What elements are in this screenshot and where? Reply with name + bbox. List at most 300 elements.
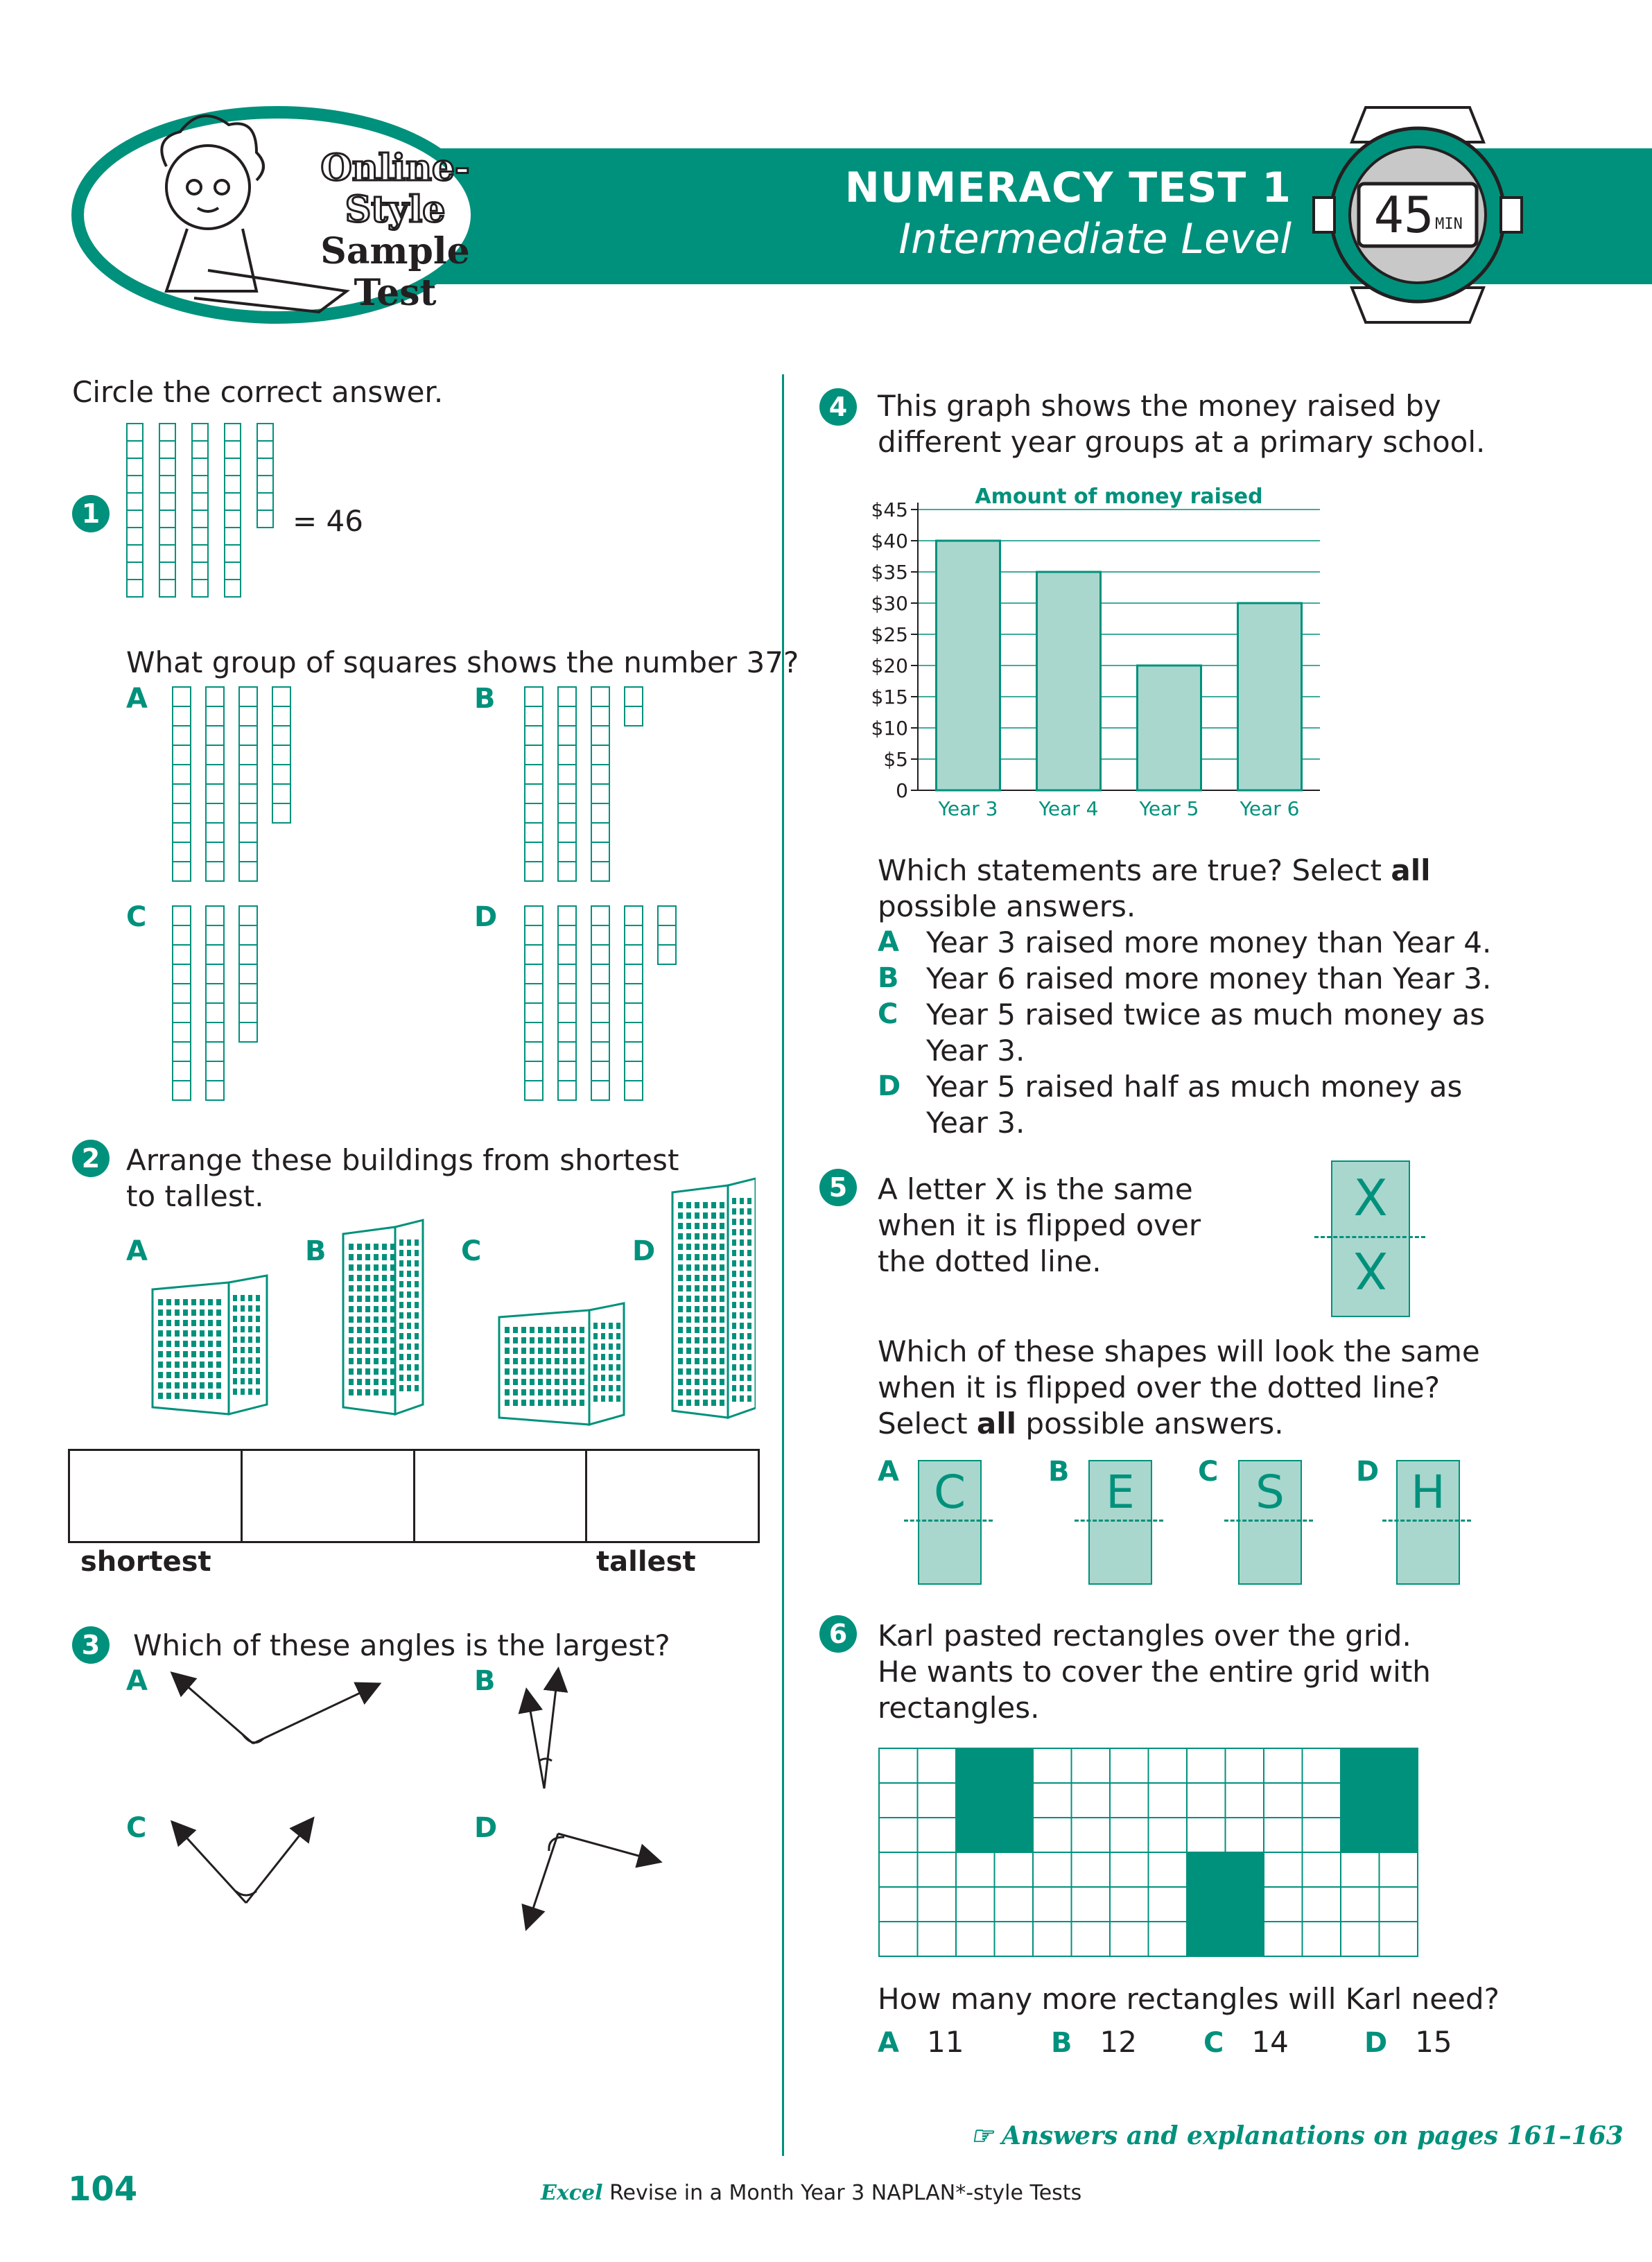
- block-square: [591, 784, 609, 803]
- block-square: [173, 745, 191, 765]
- window: [407, 1354, 411, 1360]
- y-tick-label: $30: [871, 592, 908, 615]
- window: [678, 1244, 683, 1250]
- window: [365, 1348, 370, 1354]
- block-square: [159, 580, 175, 597]
- block-square: [558, 745, 576, 765]
- window: [407, 1333, 411, 1339]
- q5-option-a-label[interactable]: A: [878, 1456, 899, 1488]
- window: [530, 1400, 534, 1406]
- grid-cell: [879, 1783, 918, 1818]
- q2-option-b-label[interactable]: B: [305, 1235, 327, 1267]
- grid-cell: [1072, 1748, 1111, 1783]
- block-square: [525, 765, 543, 784]
- block-square: [558, 842, 576, 862]
- window: [538, 1337, 543, 1343]
- window: [399, 1312, 403, 1319]
- window: [357, 1327, 362, 1333]
- block-square: [625, 984, 643, 1003]
- window: [208, 1361, 213, 1368]
- window: [349, 1327, 354, 1333]
- q2-option-c-label[interactable]: C: [461, 1235, 482, 1267]
- window: [703, 1337, 708, 1343]
- window: [399, 1260, 403, 1267]
- window: [399, 1375, 403, 1381]
- window: [580, 1368, 584, 1375]
- window: [208, 1341, 213, 1347]
- grid-cell: [1264, 1748, 1303, 1783]
- window: [695, 1327, 699, 1333]
- x-tick-label: Year 5: [1139, 797, 1199, 820]
- q6-answer-d[interactable]: [1364, 2024, 1452, 2061]
- q2-answer-boxes[interactable]: [68, 1449, 760, 1543]
- window: [415, 1343, 419, 1350]
- building-c[interactable]: [499, 1303, 624, 1425]
- window: [720, 1244, 724, 1250]
- block-square: [558, 803, 576, 823]
- window: [732, 1208, 736, 1215]
- window: [216, 1361, 221, 1368]
- q3-option-c-label[interactable]: C: [126, 1812, 147, 1844]
- block-square: [525, 984, 543, 1003]
- building-a[interactable]: [153, 1276, 267, 1414]
- window: [555, 1368, 559, 1375]
- window: [555, 1337, 559, 1343]
- window: [513, 1400, 518, 1406]
- window: [720, 1337, 724, 1343]
- block-square: [272, 726, 290, 745]
- window: [601, 1354, 605, 1360]
- window: [200, 1320, 205, 1326]
- block-square: [658, 925, 676, 945]
- window: [695, 1358, 699, 1364]
- window: [175, 1351, 180, 1357]
- block-square: [272, 687, 290, 706]
- window: [720, 1264, 724, 1271]
- window: [747, 1219, 751, 1225]
- window: [732, 1271, 736, 1277]
- block-square: [658, 906, 676, 925]
- base-ten-blocks: [524, 686, 657, 883]
- block-square: [206, 765, 224, 784]
- block-square: [558, 1061, 576, 1081]
- block-square: [192, 424, 208, 441]
- block-square: [558, 784, 576, 803]
- window: [248, 1337, 252, 1343]
- window: [248, 1347, 252, 1353]
- answers-reference-text: Answers and explanations on pages 161–163: [1001, 2121, 1624, 2150]
- window: [407, 1385, 411, 1391]
- column-divider: [782, 374, 784, 2156]
- window: [256, 1295, 260, 1301]
- grid-cell: [956, 1852, 995, 1887]
- window: [365, 1306, 370, 1312]
- window: [175, 1330, 180, 1337]
- window: [390, 1264, 395, 1271]
- q2-option-a-label[interactable]: A: [126, 1235, 148, 1267]
- window: [357, 1348, 362, 1354]
- block-square: [239, 862, 257, 881]
- q5-option-c-box[interactable]: [1238, 1460, 1302, 1585]
- q6-answer-a[interactable]: [878, 2024, 964, 2061]
- answer-box-1[interactable]: [70, 1451, 243, 1541]
- q1-option-c-blocks[interactable]: [172, 905, 272, 1105]
- block-square: [525, 925, 543, 945]
- grid-cell: [1110, 1748, 1149, 1783]
- q5-option-b-box[interactable]: [1088, 1460, 1152, 1585]
- grid-cell: [918, 1887, 957, 1922]
- window: [241, 1295, 245, 1301]
- q5-example-letter-top: X: [1353, 1169, 1388, 1227]
- window: [616, 1395, 620, 1402]
- statement-letter: D: [878, 1070, 901, 1102]
- window: [695, 1254, 699, 1260]
- window: [208, 1320, 213, 1326]
- window: [233, 1389, 237, 1395]
- window: [747, 1395, 751, 1402]
- block-square: [239, 925, 257, 945]
- window: [415, 1375, 419, 1381]
- grid-cell: [918, 1783, 957, 1818]
- question-5-badge: 5: [819, 1169, 857, 1206]
- window: [382, 1285, 387, 1291]
- q2-option-d-label[interactable]: D: [632, 1235, 656, 1267]
- window: [711, 1296, 716, 1302]
- window: [175, 1320, 180, 1326]
- window: [158, 1310, 163, 1316]
- grid-cell: [1380, 1887, 1418, 1922]
- block-square: [239, 745, 257, 765]
- statement-text: Year 6 raised more money than Year 3.: [926, 962, 1492, 995]
- block-square: [173, 964, 191, 984]
- money-raised-chart: [860, 471, 1345, 832]
- window: [390, 1275, 395, 1281]
- block-square: [239, 906, 257, 925]
- block-square: [192, 441, 208, 458]
- window: [678, 1202, 683, 1208]
- pasted-rectangle: [1341, 1748, 1418, 1852]
- q5-option-c-label[interactable]: C: [1198, 1456, 1219, 1488]
- window: [256, 1389, 260, 1395]
- grid-cell: [1110, 1783, 1149, 1818]
- window: [695, 1233, 699, 1239]
- grid-cell: [956, 1922, 995, 1956]
- window: [349, 1389, 354, 1395]
- window: [216, 1393, 221, 1399]
- window: [740, 1323, 744, 1329]
- window: [686, 1233, 691, 1239]
- window: [616, 1354, 620, 1360]
- window: [720, 1327, 724, 1333]
- q5-shape-letter: E: [1106, 1465, 1135, 1519]
- window: [740, 1333, 744, 1339]
- window: [720, 1275, 724, 1281]
- building-d[interactable]: [672, 1178, 756, 1418]
- block-square: [558, 862, 576, 881]
- window: [678, 1254, 683, 1260]
- block-square: [225, 510, 241, 528]
- block-square: [173, 1023, 191, 1042]
- window: [256, 1347, 260, 1353]
- base-ten-blocks: [172, 905, 272, 1102]
- window: [357, 1296, 362, 1302]
- window: [732, 1250, 736, 1256]
- window: [216, 1382, 221, 1389]
- window: [349, 1244, 354, 1250]
- grid-cell: [1033, 1818, 1072, 1852]
- block-square: [239, 706, 257, 726]
- window: [399, 1333, 403, 1339]
- block-square: [192, 580, 208, 597]
- window: [357, 1244, 362, 1250]
- window: [513, 1337, 518, 1343]
- grid-cell: [1110, 1818, 1149, 1852]
- window: [732, 1375, 736, 1381]
- window: [711, 1389, 716, 1395]
- window: [740, 1260, 744, 1267]
- q1-option-d-blocks[interactable]: [524, 905, 690, 1105]
- window: [747, 1312, 751, 1319]
- window: [200, 1299, 205, 1305]
- timer-unit: MIN: [1435, 216, 1463, 233]
- window: [678, 1285, 683, 1291]
- block-square: [239, 784, 257, 803]
- window: [200, 1330, 205, 1337]
- window: [166, 1393, 171, 1399]
- block-square: [192, 545, 208, 562]
- window: [686, 1327, 691, 1333]
- timer-value: 45: [1373, 186, 1434, 244]
- window: [686, 1202, 691, 1208]
- answer-value: 15: [1415, 2025, 1452, 2059]
- block-square: [591, 964, 609, 984]
- window: [357, 1316, 362, 1323]
- q5-q3-bold: all: [976, 1407, 1017, 1441]
- grid-cell: [1303, 1783, 1341, 1818]
- q3-question: Which of these angles is the largest?: [133, 1628, 670, 1662]
- window: [365, 1264, 370, 1271]
- q6-answer-c[interactable]: [1203, 2024, 1289, 2061]
- window: [530, 1358, 534, 1364]
- window: [407, 1302, 411, 1308]
- page-subtitle: Intermediate Level: [898, 215, 1292, 263]
- window: [686, 1316, 691, 1323]
- grid-cell: [918, 1818, 957, 1852]
- window: [555, 1400, 559, 1406]
- q5-dotted-line: [1382, 1520, 1471, 1522]
- block-square: [239, 1003, 257, 1023]
- window: [374, 1285, 379, 1291]
- q3-angles[interactable]: [139, 1657, 693, 1948]
- answer-box-4[interactable]: [587, 1451, 758, 1541]
- window: [555, 1358, 559, 1364]
- building-b[interactable]: [343, 1220, 423, 1414]
- block-square: [525, 842, 543, 862]
- grid-cell: [1226, 1748, 1264, 1783]
- window: [233, 1305, 237, 1312]
- block-square: [591, 687, 609, 706]
- window: [703, 1316, 708, 1323]
- window: [546, 1348, 551, 1354]
- window: [546, 1358, 551, 1364]
- window: [248, 1368, 252, 1374]
- q1-option-b-blocks[interactable]: [524, 686, 657, 886]
- block-square: [192, 476, 208, 493]
- block-square: [206, 823, 224, 842]
- window: [720, 1379, 724, 1385]
- window: [200, 1341, 205, 1347]
- window: [740, 1385, 744, 1391]
- q5-question-line1: Which of these shapes will look the same: [878, 1334, 1480, 1368]
- q1-option-d-label[interactable]: D: [474, 901, 498, 933]
- angle-a[interactable]: [173, 1674, 378, 1743]
- window: [747, 1302, 751, 1308]
- window: [538, 1400, 543, 1406]
- window: [703, 1296, 708, 1302]
- grid-cell: [1226, 1818, 1264, 1852]
- window: [678, 1389, 683, 1395]
- window: [563, 1327, 568, 1333]
- window: [740, 1239, 744, 1246]
- q3-option-b-label[interactable]: B: [474, 1665, 496, 1697]
- block-square: [206, 1081, 224, 1100]
- window: [183, 1341, 188, 1347]
- block-square: [625, 706, 643, 726]
- window: [415, 1291, 419, 1298]
- window: [695, 1244, 699, 1250]
- q5-option-d-box[interactable]: [1396, 1460, 1460, 1585]
- grid-cell: [1033, 1922, 1072, 1956]
- window: [555, 1379, 559, 1385]
- window: [256, 1305, 260, 1312]
- angle-b[interactable]: [527, 1671, 558, 1789]
- q1-option-b-label[interactable]: B: [474, 683, 496, 715]
- window: [415, 1250, 419, 1256]
- window: [521, 1358, 526, 1364]
- block-square: [173, 1061, 191, 1081]
- q3-option-d-label[interactable]: D: [474, 1812, 498, 1844]
- window: [183, 1330, 188, 1337]
- block-square: [272, 784, 290, 803]
- grid-cell: [1264, 1818, 1303, 1852]
- window: [216, 1341, 221, 1347]
- block-square: [206, 906, 224, 925]
- window: [711, 1202, 716, 1208]
- grid-cell: [1072, 1887, 1111, 1922]
- window: [256, 1337, 260, 1343]
- block-square: [625, 1023, 643, 1042]
- q1-option-a-blocks[interactable]: [172, 686, 305, 886]
- grid-cell: [918, 1922, 957, 1956]
- window: [390, 1389, 395, 1395]
- block-square: [525, 784, 543, 803]
- q5-option-a-box[interactable]: [918, 1460, 982, 1585]
- q1-option-a-label[interactable]: A: [126, 683, 148, 715]
- q1-option-c-label[interactable]: C: [126, 901, 147, 933]
- window: [158, 1393, 163, 1399]
- window: [686, 1337, 691, 1343]
- block-square: [558, 925, 576, 945]
- answer-box-2[interactable]: [243, 1451, 415, 1541]
- block-square: [239, 823, 257, 842]
- q5-option-d-label[interactable]: D: [1356, 1456, 1380, 1488]
- window: [563, 1358, 568, 1364]
- window: [241, 1389, 245, 1395]
- grid-cell: [1110, 1852, 1149, 1887]
- window: [593, 1364, 598, 1371]
- window: [555, 1327, 559, 1333]
- window: [695, 1212, 699, 1219]
- q5-shape-letter: C: [933, 1465, 966, 1519]
- grid-cell: [879, 1922, 918, 1956]
- grid-cell: [1033, 1783, 1072, 1818]
- q6-answer-b[interactable]: [1051, 2024, 1137, 2061]
- y-tick-label: $10: [871, 717, 908, 740]
- window: [216, 1330, 221, 1337]
- window: [513, 1327, 518, 1333]
- window: [678, 1368, 683, 1375]
- window: [216, 1310, 221, 1316]
- window: [720, 1254, 724, 1260]
- window: [732, 1302, 736, 1308]
- q6-line2: He wants to cover the entire grid with: [878, 1655, 1431, 1689]
- window: [407, 1312, 411, 1319]
- block-square: [558, 726, 576, 745]
- window: [711, 1212, 716, 1219]
- footer-book-title: [541, 2181, 1081, 2205]
- q2-buildings[interactable]: [146, 1165, 756, 1428]
- window: [175, 1382, 180, 1389]
- window: [374, 1264, 379, 1271]
- angle-d[interactable]: [527, 1834, 659, 1927]
- window: [563, 1368, 568, 1375]
- block-square: [127, 545, 143, 562]
- window: [241, 1326, 245, 1332]
- window: [233, 1378, 237, 1384]
- window: [678, 1223, 683, 1229]
- block-square: [192, 510, 208, 528]
- window: [695, 1223, 699, 1229]
- window: [399, 1385, 403, 1391]
- window: [740, 1250, 744, 1256]
- window: [571, 1368, 576, 1375]
- window: [233, 1357, 237, 1364]
- window: [399, 1281, 403, 1287]
- window: [720, 1316, 724, 1323]
- q2-question-line1: Arrange these buildings from shortest: [126, 1143, 679, 1177]
- grid-cell: [879, 1887, 918, 1922]
- window: [513, 1358, 518, 1364]
- window: [374, 1254, 379, 1260]
- block-square: [525, 803, 543, 823]
- q5-option-b-label[interactable]: B: [1048, 1456, 1070, 1488]
- angle-c[interactable]: [173, 1820, 312, 1903]
- window: [191, 1382, 196, 1389]
- window: [407, 1239, 411, 1246]
- statement-letter: C: [878, 998, 898, 1030]
- block-square: [257, 510, 273, 528]
- window: [357, 1379, 362, 1385]
- block-square: [525, 1003, 543, 1023]
- window: [399, 1343, 403, 1350]
- window: [678, 1358, 683, 1364]
- page-number: 104: [68, 2170, 138, 2209]
- answer-box-3[interactable]: [415, 1451, 588, 1541]
- block-square: [225, 545, 241, 562]
- block-square: [159, 545, 175, 562]
- window: [200, 1351, 205, 1357]
- q3-option-a-label[interactable]: A: [126, 1665, 148, 1697]
